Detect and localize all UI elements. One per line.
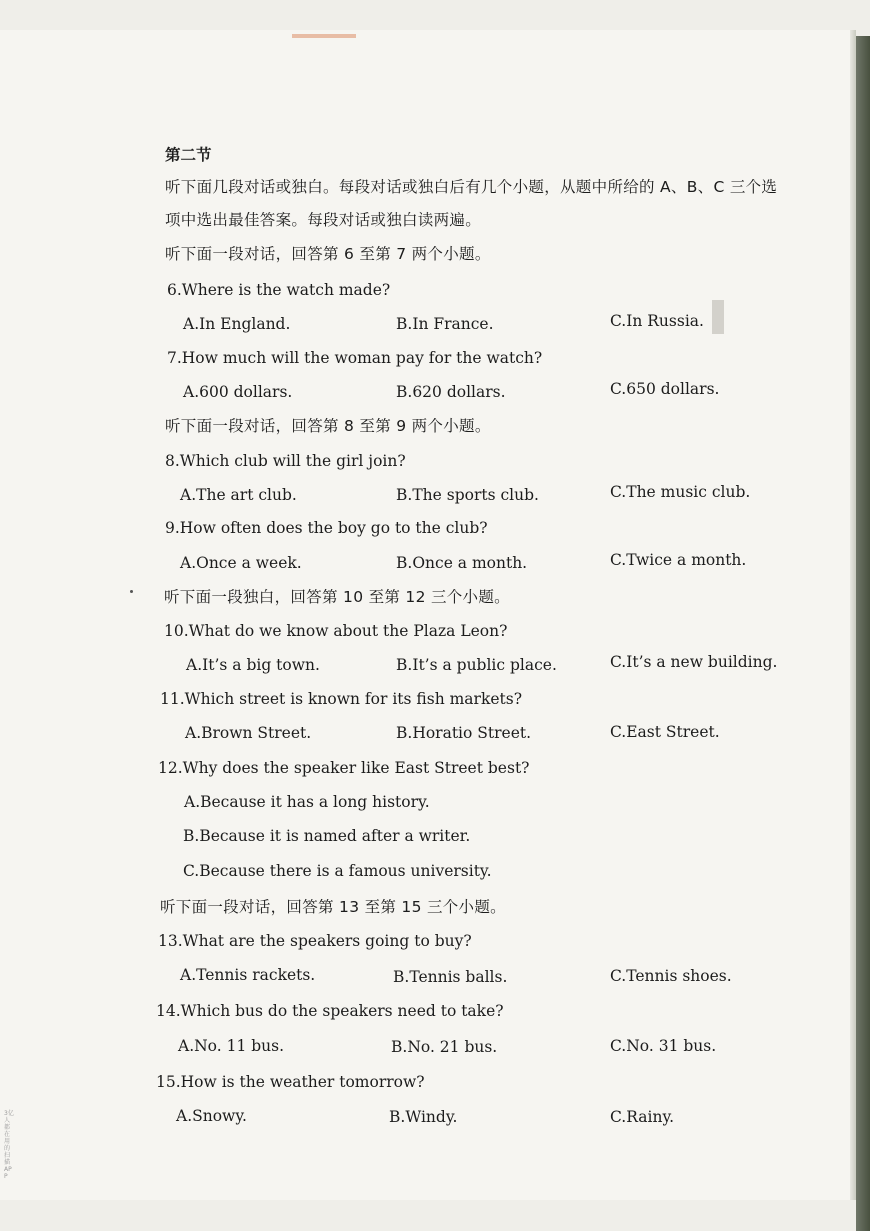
question-9-option-b: B.Once a month. <box>396 554 528 572</box>
instructions-line-1: 听下面几段对话或独白。每段对话或独白后有几个小题，从题中所给的 A、B、C 三个选 <box>165 178 778 196</box>
section-title: 第二节 <box>165 146 212 164</box>
question-6-option-a: A.In England. <box>183 315 291 333</box>
group-instruction-6-7: 听下面一段对话，回答第 6 至第 7 两个小题。 <box>165 245 491 263</box>
question-11-option-b: B.Horatio Street. <box>396 724 532 742</box>
question-9-option-c: C.Twice a month. <box>610 551 747 569</box>
question-12-option-a: A.Because it has a long history. <box>184 793 430 811</box>
page-sheet <box>0 30 852 1200</box>
question-7-option-b: B.620 dollars. <box>396 383 506 401</box>
question-6: 6.Where is the watch made? <box>167 281 391 299</box>
question-8-option-c: C.The music club. <box>610 483 751 501</box>
question-13: 13.What are the speakers going to buy? <box>158 932 472 950</box>
question-8: 8.Which club will the girl join? <box>165 452 406 470</box>
scan-mark <box>292 34 356 38</box>
question-12-option-b: B.Because it is named after a writer. <box>183 827 471 845</box>
question-13-option-a: A.Tennis rackets. <box>180 966 316 984</box>
question-11-option-c: C.East Street. <box>610 723 720 741</box>
question-10-option-a: A.It’s a big town. <box>186 656 320 674</box>
question-10-option-b: B.It’s a public place. <box>396 656 557 674</box>
question-7-option-c: C.650 dollars. <box>610 380 720 398</box>
question-14-option-b: B.No. 21 bus. <box>391 1038 498 1056</box>
question-9-option-a: A.Once a week. <box>180 554 302 572</box>
question-15: 15.How is the weather tomorrow? <box>156 1073 425 1091</box>
question-9: 9.How often does the boy go to the club? <box>165 519 488 537</box>
question-10-option-c: C.It’s a new building. <box>610 653 778 671</box>
group-instruction-8-9: 听下面一段对话，回答第 8 至第 9 两个小题。 <box>165 417 491 435</box>
question-6-option-b: B.In France. <box>396 315 494 333</box>
question-15-option-b: B.Windy. <box>389 1108 458 1126</box>
group-instruction-10-12: 听下面一段独白，回答第 10 至第 12 三个小题。 <box>164 588 510 606</box>
question-11-option-a: A.Brown Street. <box>185 724 312 742</box>
scanner-watermark: 3亿人都在用的扫描APP <box>4 1110 14 1180</box>
question-10: 10.What do we know about the Plaza Leon? <box>164 622 508 640</box>
question-13-option-b: B.Tennis balls. <box>393 968 508 986</box>
question-13-option-c: C.Tennis shoes. <box>610 967 732 985</box>
question-15-option-c: C.Rainy. <box>610 1108 675 1126</box>
question-6-option-c: C.In Russia. <box>610 312 704 330</box>
question-14-option-c: C.No. 31 bus. <box>610 1037 717 1055</box>
instructions-line-2: 项中选出最佳答案。每段对话或独白读两遍。 <box>165 211 482 229</box>
question-15-option-a: A.Snowy. <box>176 1107 247 1125</box>
question-11: 11.Which street is known for its fish markets? <box>160 690 523 708</box>
question-8-option-a: A.The art club. <box>180 486 297 504</box>
group-instruction-13-15: 听下面一段对话，回答第 13 至第 15 三个小题。 <box>160 898 506 916</box>
book-spine <box>856 36 870 1231</box>
question-7: 7.How much will the woman pay for the watch? <box>167 349 543 367</box>
question-14-option-a: A.No. 11 bus. <box>178 1037 285 1055</box>
question-12-option-c: C.Because there is a famous university. <box>183 862 492 880</box>
question-7-option-a: A.600 dollars. <box>183 383 293 401</box>
question-12: 12.Why does the speaker like East Street best? <box>158 759 530 777</box>
bleed-through-mark <box>712 300 724 334</box>
question-14: 14.Which bus do the speakers need to take? <box>156 1002 504 1020</box>
question-8-option-b: B.The sports club. <box>396 486 539 504</box>
scan-speck <box>130 590 133 593</box>
